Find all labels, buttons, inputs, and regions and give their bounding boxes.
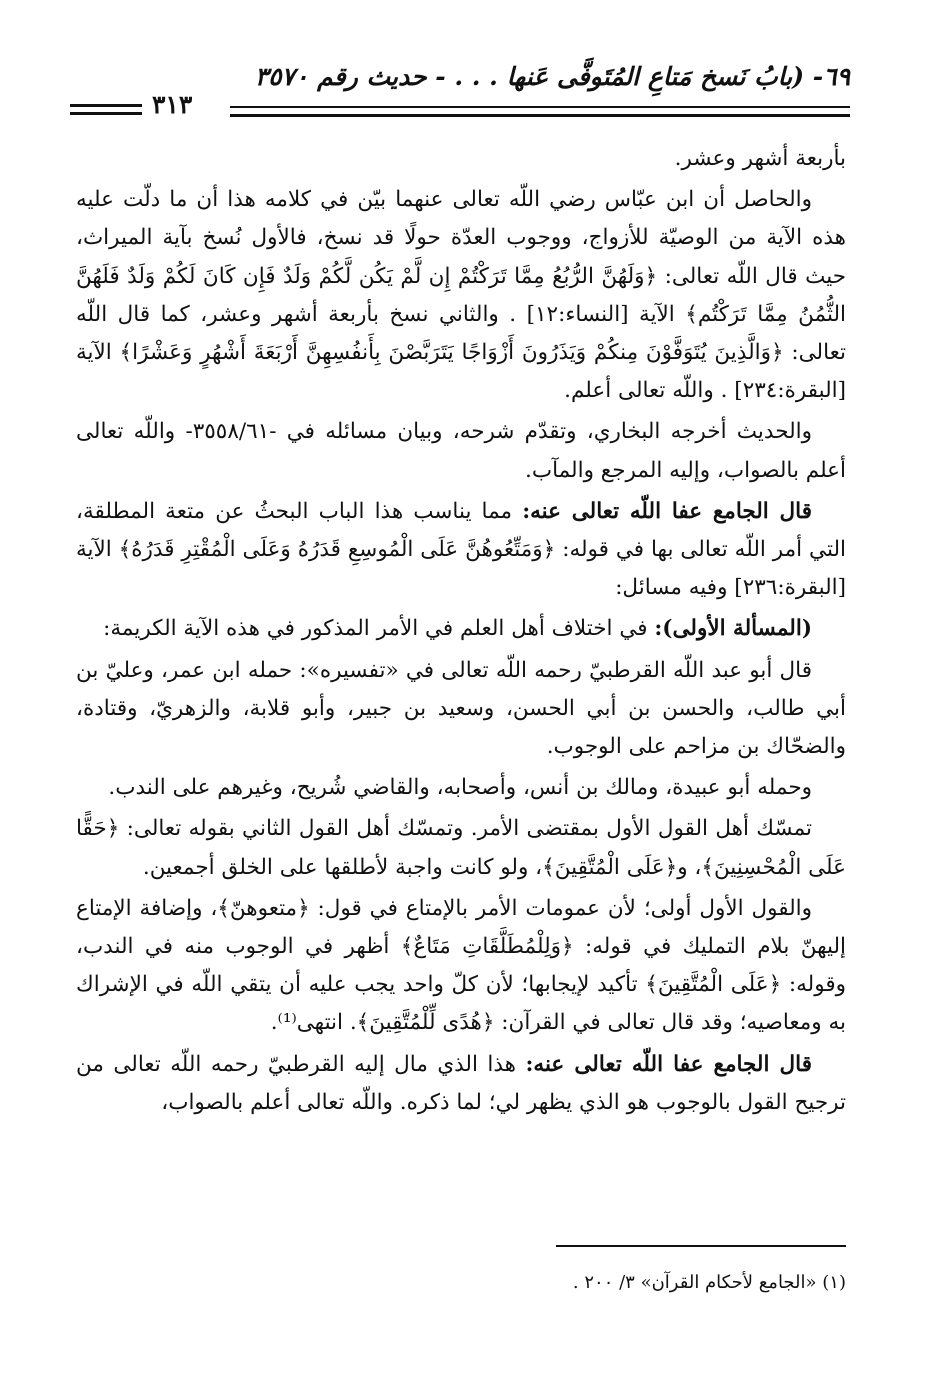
header-rule-bottom [230,114,850,117]
footnote-rule [556,1245,846,1247]
paragraph-text: وحمله أبو عبيدة، ومالك بن أنس، وأصحابه، والقاضي شُريح، وغيرهم على الندب. [108,775,812,801]
paragraph [76,652,846,767]
paragraph-text: تمسّك أهل القول الأول بمقتضى الأمر. وتمسّك أهل القول الثاني بقوله تعالى: ﴿حَقًّا عَلَى الْمُحْسِنِينَ﴾، و﴿عَلَى الْمُتَّقِينَ﴾، ولو كانت واجبة لأطلقها على الخلق أجمعين. [76,816,846,880]
paragraph-lead: قال الجامع عفا اللّه تعالى عنه: [525,1051,813,1077]
page-number-rule-bottom [70,112,142,115]
running-header [70,62,850,122]
paragraph [76,1046,846,1122]
page-number-rule-top [70,104,142,107]
paragraph-text: والحديث أخرجه البخاري، وتقدّم شرحه، وبيان مسائله في -٣٥٥٨/٦١- واللّه تعالى أعلم بالصواب، وإليه المرجع والمآب. [76,419,846,483]
paragraph [76,890,846,1043]
paragraph-text: في اختلاف أهل العلم في الأمر المذكور في هذه الآية الكريمة: [103,616,655,642]
header-rule-top [230,106,850,108]
paragraph [76,493,846,608]
paragraph [76,610,846,648]
paragraph [76,181,846,410]
paragraph [76,769,846,807]
paragraph-text: مما يناسب هذا الباب البحثُ عن متعة المطلقة، التي أمر اللّه تعالى بها في قوله: ﴿وَمَتِّعُوهُنَّ عَلَى الْمُوسِعِ قَدَرُهُ وَعَلَى الْمُقْتِرِ قَدَرُهُ﴾ الآية [البقرة:٢٣٦] وفيه مسائل: [76,498,846,601]
footnote: (١) «الجامع لأحكام القرآن» ٣/ ٢٠٠ . [572,1272,846,1293]
paragraph [76,413,846,489]
paragraph-lead: قال الجامع عفا اللّه تعالى عنه: [522,498,812,524]
header-title: ٦٩- (بابُ نَسخ مَتاعِ المُتَوفَّى عَنها . . . - حديث رقم ٣٥٧٠ [254,62,850,91]
paragraph-text: قال أبو عبد اللّه القرطبيّ رحمه اللّه تعالى في «تفسيره»: حمله ابن عمر، وعليّ بن أبي طالب، والحسن بن أبي الحسن، وسعيد بن جبير، وأبو قلابة، والزهريّ، وقتادة، والضحّاك بن مزاحم على الوجوب. [76,657,846,760]
paragraph-text: والقول الأول أولى؛ لأن عمومات الأمر بالإمتاع في قول: ﴿متعوهنّ﴾، وإضافة الإمتاع إليهنّ بلام التمليك في قوله: ﴿وَلِلْمُطَلَّقَاتِ مَتَاعٌ﴾ أظهر في الوجوب منه في الندب، وقوله: ﴿عَلَى الْمُتَّقِينَ﴾ تأكيد لإيجابها؛ لأن كلّ واحد يجب عليه أن يتقي اللّه في الإشراك به ومعاصيه؛ وقد قال تعالى في القرآن: ﴿هُدًى لِّلْمُتَّقِينَ﴾. انتهى⁽¹⁾. [76,895,846,1036]
paragraph-text: والحاصل أن ابن عبّاس رضي اللّه تعالى عنهما بيّن في كلامه هذا أن ما دلّت عليه هذه الآية من الوصيّة للأزواج، ووجوب العدّة حولًا قد نسخ، فالأول نُسخ بآية الميراث، حيث قال اللّه تعالى: ﴿وَلَهُنَّ الرُّبُعُ مِمَّا تَرَكْتُمْ إِن لَّمْ يَكُن لَّكُمْ وَلَدٌ فَإِن كَانَ لَكُمْ وَلَدٌ فَلَهُنَّ الثُّمُنُ مِمَّا تَرَكْتُم﴾ الآية [النساء:١٢] . والثاني نسخ بأربعة أشهر وعشر، كما قال اللّه تعالى: ﴿وَالَّذِينَ يُتَوَفَّوْنَ مِنكُمْ وَيَذَرُونَ أَزْوَاجًا يَتَرَبَّصْنَ بِأَنفُسِهِنَّ أَرْبَعَةَ أَشْهُرٍ وَعَشْرًا﴾ الآية [البقرة:٢٣٤] . واللّه تعالى أعلم. [76,187,846,404]
paragraph-text: بأربعة أشهر وعشر. [674,146,846,171]
main-text [76,140,846,1125]
page-number: ٣١٣ [152,90,193,119]
paragraph [76,140,846,178]
paragraph-lead: (المسألة الأولى): [654,616,812,642]
paragraph-text: هذا الذي مال إليه القرطبيّ رحمه اللّه تعالى من ترجيح القول بالوجوب هو الذي يظهر لي؛ لما ذكره. واللّه تعالى أعلم بالصواب، [76,1051,846,1115]
paragraph [76,810,846,886]
